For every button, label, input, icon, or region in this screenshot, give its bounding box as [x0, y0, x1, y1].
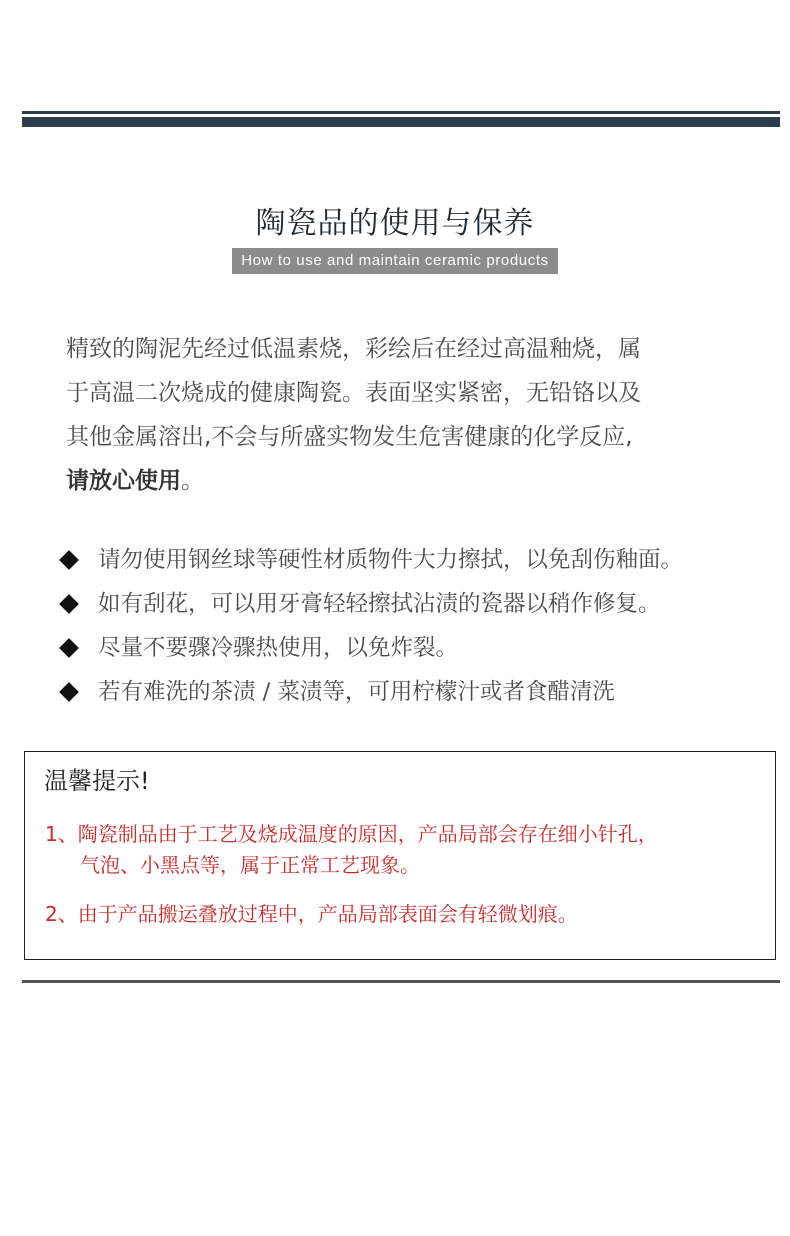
intro-line: 精致的陶泥先经过低温素烧，彩绘后在经过高温釉烧，属 [66, 336, 641, 362]
tips-box [24, 751, 776, 960]
list-item [56, 582, 776, 626]
top-divider-thin [22, 111, 780, 114]
bullet-text: 若有难洗的茶渍 / 菜渍等，可用柠檬汁或者食醋清洗 [98, 679, 615, 705]
intro-paragraph [66, 327, 746, 503]
top-divider-thick [22, 117, 780, 127]
list-item [56, 538, 776, 582]
list-item [56, 626, 776, 670]
list-item [56, 670, 776, 714]
tip-item-2: 2、由于产品搬运叠放过程中，产品局部表面会有轻微划痕。 [45, 902, 578, 926]
diamond-bullet-icon [59, 682, 79, 702]
subtitle-banner [0, 248, 790, 274]
bullet-text: 请勿使用钢丝球等硬性材质物件大力擦拭，以免刮伤釉面。 [98, 547, 684, 573]
intro-line-last [66, 459, 746, 503]
care-bullet-list [56, 538, 776, 714]
diamond-bullet-icon [59, 550, 79, 570]
intro-emphasis: 请放心使用 [66, 468, 181, 494]
tips-title: 温馨提示! [44, 767, 150, 795]
tip-item-1: 1、陶瓷制品由于工艺及烧成温度的原因，产品局部会存在细小针孔， [45, 822, 658, 846]
bullet-text: 如有刮花，可以用牙膏轻轻擦拭沾渍的瓷器以稍作修复。 [98, 591, 661, 617]
bottom-divider [22, 980, 780, 983]
bullet-text: 尽量不要骤冷骤热使用，以免炸裂。 [98, 635, 459, 661]
intro-emphasis-end: 。 [181, 468, 204, 494]
page-subtitle: How to use and maintain ceramic products [232, 248, 557, 274]
page-title: 陶瓷品的使用与保养 [255, 206, 535, 241]
diamond-bullet-icon [59, 638, 79, 658]
intro-line: 于高温二次烧成的健康陶瓷。表面坚实紧密，无铅铬以及 [66, 380, 641, 406]
diamond-bullet-icon [59, 594, 79, 614]
intro-line: 其他金属溶出,不会与所盛实物发生危害健康的化学反应, [66, 424, 633, 450]
tip-item-1-continued: 气泡、小黑点等，属于正常工艺现象。 [80, 853, 420, 877]
